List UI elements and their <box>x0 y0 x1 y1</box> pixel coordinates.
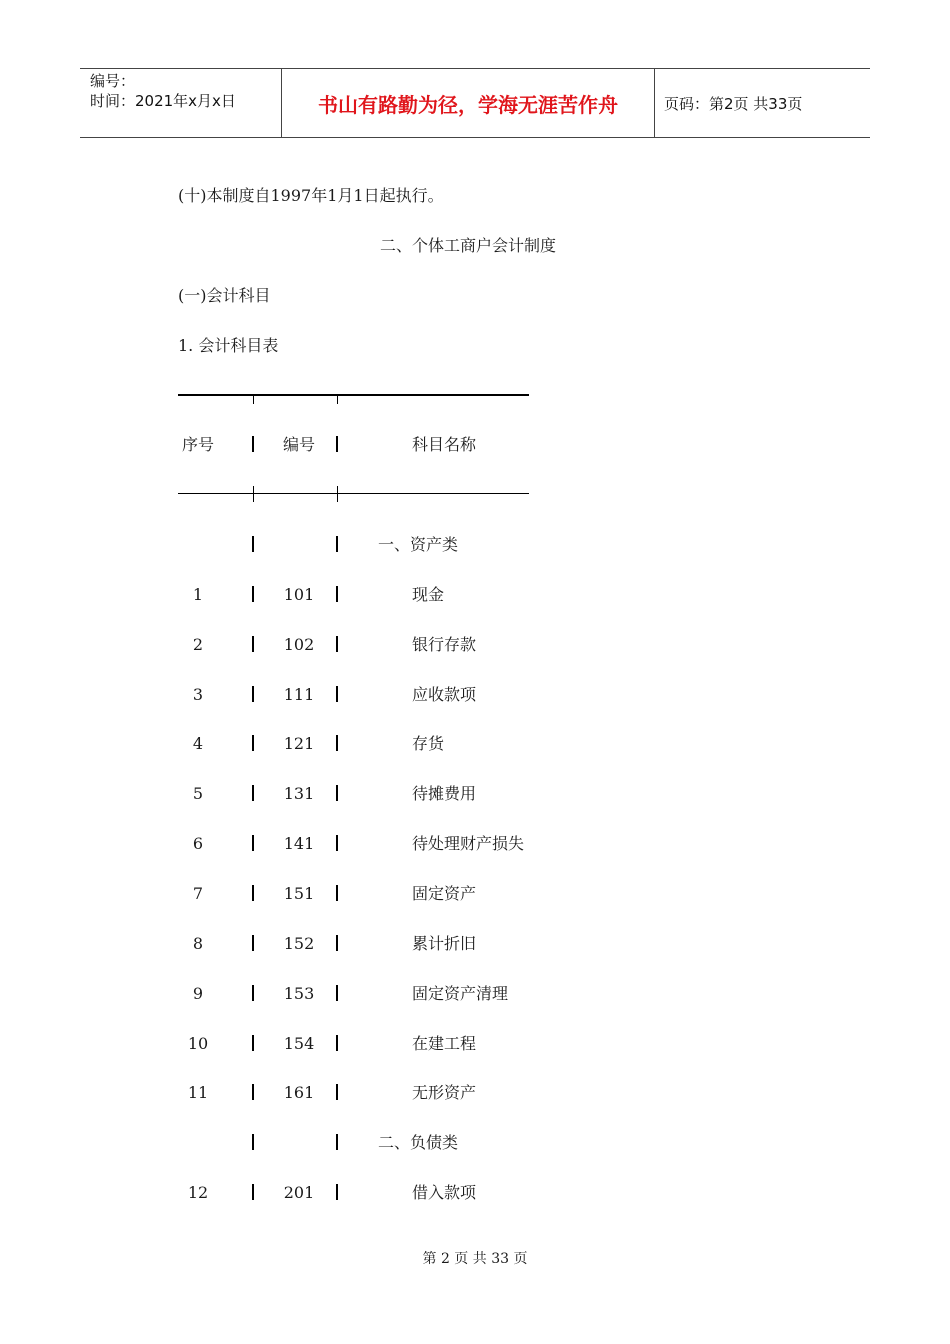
cell-no: 4 <box>192 734 204 754</box>
cell-code: 161 <box>283 1083 315 1103</box>
column-divider <box>336 586 338 602</box>
column-divider <box>336 1184 338 1200</box>
column-divider <box>336 785 338 801</box>
table-row <box>0 1082 950 1104</box>
cell-code: 151 <box>283 883 315 903</box>
cell-name: 现金 <box>412 584 445 604</box>
column-divider <box>252 935 254 951</box>
cell-name: 固定资产 <box>412 883 477 903</box>
table-row <box>0 833 950 855</box>
table-header-row <box>0 434 950 456</box>
table-row <box>0 1033 950 1055</box>
column-divider <box>336 1035 338 1051</box>
column-divider <box>336 436 338 452</box>
cell-code: 131 <box>283 784 315 804</box>
column-divider <box>336 735 338 751</box>
cell-name: 待摊费用 <box>412 784 477 804</box>
column-divider <box>336 1084 338 1100</box>
table-row <box>0 733 950 755</box>
header-name: 科目名称 <box>412 435 477 454</box>
column-divider <box>252 536 254 552</box>
table-row <box>0 983 950 1005</box>
cell-code: 141 <box>283 834 315 854</box>
column-divider <box>252 1184 254 1200</box>
table-top-rule <box>178 394 529 396</box>
cell-name: 累计折旧 <box>412 933 477 953</box>
cell-category: 二、负债类 <box>378 1133 459 1153</box>
table-header-rule <box>178 493 529 494</box>
table-top-tick <box>253 396 254 404</box>
header-motto: 书山有路勤为径，学海无涯苦作舟 <box>281 69 655 137</box>
column-divider <box>252 436 254 452</box>
column-divider <box>336 636 338 652</box>
table-header-tick <box>337 486 338 502</box>
table-row <box>0 584 950 606</box>
column-divider <box>252 885 254 901</box>
column-divider <box>252 686 254 702</box>
column-divider <box>252 586 254 602</box>
column-divider <box>336 835 338 851</box>
page-header <box>80 68 870 138</box>
cell-code: 201 <box>283 1183 315 1203</box>
page-footer: 第 2 页 共 33 页 <box>422 1251 528 1267</box>
cell-no: 6 <box>192 834 204 854</box>
cell-name: 应收款项 <box>412 684 477 704</box>
column-divider <box>252 636 254 652</box>
cell-name: 银行存款 <box>412 634 477 654</box>
paragraph-article-10: (十)本制度自1997年1月1日起执行。 <box>178 186 444 205</box>
column-divider <box>252 1134 254 1150</box>
cell-no: 7 <box>192 883 204 903</box>
cell-no: 5 <box>192 784 204 804</box>
header-meta <box>90 71 280 111</box>
cell-no: 8 <box>192 933 204 953</box>
table-row <box>0 634 950 656</box>
cell-no: 1 <box>192 584 204 604</box>
column-divider <box>252 735 254 751</box>
table-row <box>0 933 950 955</box>
cell-no: 10 <box>187 1033 209 1053</box>
cell-no: 12 <box>187 1183 209 1203</box>
column-divider <box>336 885 338 901</box>
cell-code: 152 <box>283 933 315 953</box>
column-divider <box>252 1035 254 1051</box>
subsection-title: (一)会计科目 <box>178 286 271 305</box>
cell-code: 121 <box>283 734 315 754</box>
table-row <box>0 783 950 805</box>
cell-name: 存货 <box>412 734 445 754</box>
category-row <box>0 534 950 556</box>
header-no: 序号 <box>181 435 214 454</box>
table-title: 1. 会计科目表 <box>178 336 279 355</box>
cell-name: 无形资产 <box>412 1083 477 1103</box>
column-divider <box>336 935 338 951</box>
cell-code: 153 <box>283 983 315 1003</box>
cell-category: 一、资产类 <box>378 535 459 554</box>
table-header-tick <box>253 486 254 502</box>
category-row <box>0 1132 950 1154</box>
cell-name: 在建工程 <box>412 1033 477 1053</box>
column-divider <box>252 1084 254 1100</box>
section-title: 二、个体工商户会计制度 <box>380 236 557 255</box>
column-divider <box>252 985 254 1001</box>
cell-no: 2 <box>192 634 204 654</box>
cell-name: 借入款项 <box>412 1183 477 1203</box>
table-row <box>0 1182 950 1204</box>
cell-code: 154 <box>283 1033 315 1053</box>
table-row <box>0 883 950 905</box>
column-divider <box>336 985 338 1001</box>
cell-code: 111 <box>283 684 315 704</box>
cell-name: 待处理财产损失 <box>412 834 525 854</box>
cell-code: 102 <box>283 634 315 654</box>
cell-no: 11 <box>187 1083 209 1103</box>
column-divider <box>252 785 254 801</box>
table-top-tick <box>337 396 338 404</box>
header-number-label: 编号： <box>90 72 136 90</box>
header-date-label: 时间：2021年x月x日 <box>90 92 236 110</box>
header-code: 编号 <box>282 435 315 454</box>
cell-name: 固定资产清理 <box>412 983 509 1003</box>
cell-code: 101 <box>283 584 315 604</box>
column-divider <box>336 686 338 702</box>
cell-no: 3 <box>192 684 204 704</box>
column-divider <box>252 835 254 851</box>
column-divider <box>336 1134 338 1150</box>
header-page-info: 页码：第2页 共33页 <box>664 94 803 113</box>
column-divider <box>336 536 338 552</box>
table-row <box>0 684 950 706</box>
cell-no: 9 <box>192 983 204 1003</box>
